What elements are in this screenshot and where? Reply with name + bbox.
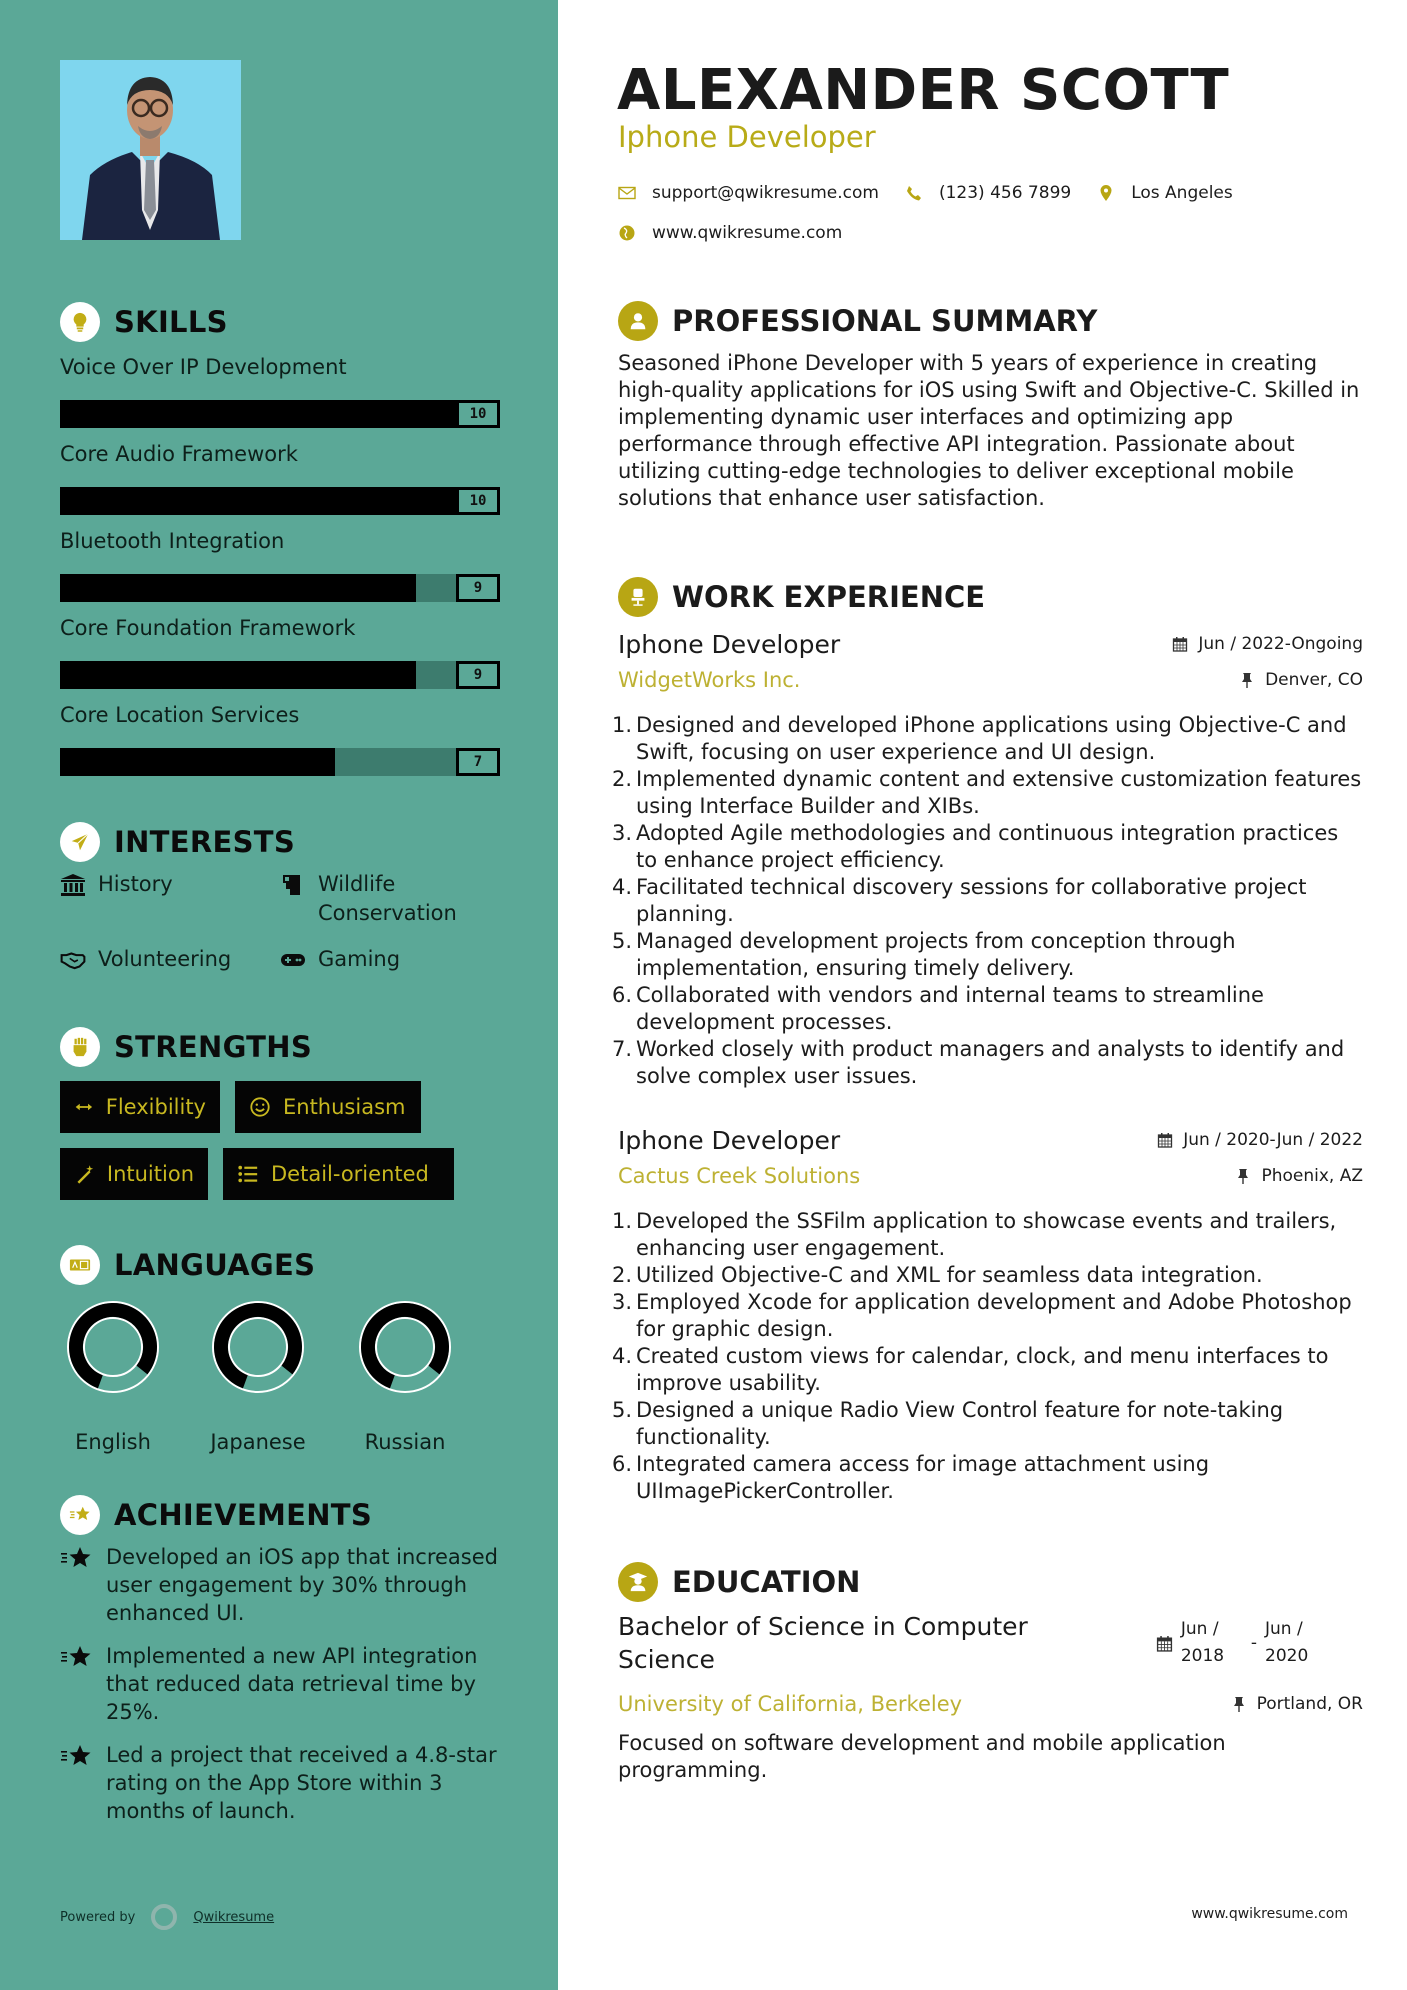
skill-bar bbox=[60, 400, 500, 428]
education-entry bbox=[618, 1610, 1363, 1784]
main-content bbox=[558, 0, 1407, 1990]
summary-icon-badge bbox=[618, 301, 658, 341]
summary-section-header bbox=[618, 301, 1097, 341]
education-location bbox=[1231, 1694, 1363, 1714]
achievement-item bbox=[60, 1642, 500, 1726]
calendar-icon bbox=[1157, 1132, 1173, 1148]
person-photo-icon bbox=[60, 60, 241, 240]
star-achievement-icon bbox=[69, 1504, 91, 1526]
education-title: EDUCATION bbox=[672, 1565, 861, 1599]
skill-bar bbox=[60, 574, 500, 602]
pushpin-icon bbox=[1231, 1696, 1247, 1712]
job-bullets bbox=[611, 712, 1363, 1090]
language-donut-chart bbox=[66, 1300, 160, 1394]
job-location-text: Phoenix, AZ bbox=[1261, 1166, 1363, 1186]
company-name: WidgetWorks Inc. bbox=[618, 668, 801, 692]
job-entry bbox=[611, 1122, 1363, 1505]
star-achievement-icon bbox=[60, 1644, 92, 1670]
job-bullet: 2. Implemented dynamic content and extensive customization features using Interface Builder and XIBs. bbox=[611, 767, 1362, 818]
list-icon bbox=[237, 1163, 259, 1185]
handshake-icon bbox=[60, 948, 86, 972]
interest-label: Volunteering bbox=[98, 947, 232, 971]
education-end-date: Jun / 2020 bbox=[1265, 1619, 1309, 1666]
job-dates bbox=[1172, 634, 1363, 654]
contact-info bbox=[618, 178, 1245, 258]
interest-item bbox=[280, 870, 480, 928]
skill-label: Bluetooth Integration bbox=[60, 529, 285, 553]
candidate-role: Iphone Developer bbox=[618, 120, 876, 154]
candidate-name: ALEXANDER SCOTT bbox=[617, 58, 1230, 123]
phone-icon bbox=[905, 184, 923, 202]
powered-by-label: Powered by bbox=[60, 1909, 136, 1925]
strengths-title: STRENGTHS bbox=[114, 1030, 313, 1064]
language-label: Russian bbox=[364, 1430, 446, 1454]
animal-icon bbox=[280, 873, 306, 897]
strength-label: Intuition bbox=[106, 1162, 194, 1186]
language-item bbox=[345, 1300, 465, 1454]
globe-icon bbox=[618, 224, 636, 242]
skill-score: 7 bbox=[456, 748, 500, 776]
skill-bar-fill bbox=[60, 574, 416, 602]
language-label: Japanese bbox=[210, 1430, 306, 1454]
job-bullets bbox=[611, 1208, 1363, 1505]
strengths-section-header bbox=[60, 1027, 312, 1067]
achievement-item bbox=[60, 1543, 500, 1627]
interest-label: Gaming bbox=[318, 947, 401, 971]
education-start-date: Jun / 2018 bbox=[1180, 1619, 1225, 1666]
interests-title: INTERESTS bbox=[114, 825, 296, 859]
pushpin-icon bbox=[1235, 1168, 1251, 1184]
job-bullet: 6. Collaborated with vendors and internal teams to streamline development processes. bbox=[611, 983, 1264, 1034]
job-bullet: 1. Developed the SSFilm application to showcase events and trailers, enhancing user engagement. bbox=[611, 1209, 1337, 1260]
star-achievement-icon bbox=[60, 1743, 92, 1769]
skill-score: 9 bbox=[456, 574, 500, 602]
skill-bar bbox=[60, 661, 500, 689]
fist-icon bbox=[69, 1036, 91, 1058]
language-label: English bbox=[75, 1430, 151, 1454]
skill-item bbox=[60, 613, 500, 689]
experience-icon-badge bbox=[618, 577, 658, 617]
star-achievement-icon bbox=[60, 1545, 92, 1571]
graduate-icon bbox=[627, 1571, 649, 1593]
interest-label: History bbox=[98, 872, 173, 896]
magic-wand-icon bbox=[74, 1163, 95, 1185]
strength-badge bbox=[60, 1148, 208, 1200]
language-donut-chart bbox=[211, 1300, 305, 1394]
interests-section-header bbox=[60, 822, 295, 862]
museum-icon bbox=[60, 873, 86, 897]
job-bullet: 3. Employed Xcode for application development and Adobe Photoshop for graphic design. bbox=[611, 1290, 1352, 1341]
calendar-icon bbox=[1172, 636, 1188, 652]
calendar-icon bbox=[1156, 1635, 1173, 1652]
interest-item bbox=[60, 870, 173, 899]
skill-bar-fill bbox=[60, 487, 500, 515]
achievement-text: Implemented a new API integration that reduced data retrieval time by 25%. bbox=[106, 1644, 478, 1724]
job-bullet: 5. Managed development projects from conception through implementation, ensuring timely delivery. bbox=[611, 929, 1236, 980]
pushpin-icon bbox=[1239, 672, 1255, 688]
education-dates bbox=[1156, 1610, 1327, 1676]
job-bullet: 4. Created custom views for calendar, clock, and menu interfaces to improve usability. bbox=[611, 1344, 1329, 1395]
powered-by-footer bbox=[60, 1904, 274, 1930]
map-marker-icon bbox=[1097, 184, 1115, 202]
job-title: Iphone Developer bbox=[618, 629, 841, 659]
skill-bar bbox=[60, 487, 500, 515]
education-section-header bbox=[618, 1562, 860, 1602]
skill-label: Core Audio Framework bbox=[60, 442, 298, 466]
job-dates-text: Jun / 2020-Jun / 2022 bbox=[1183, 1130, 1363, 1150]
job-dates bbox=[1157, 1130, 1363, 1150]
strengths-icon-badge bbox=[60, 1027, 100, 1067]
strength-badge bbox=[223, 1148, 454, 1200]
website-text: www.qwikresume.com bbox=[652, 223, 843, 243]
lightbulb-icon bbox=[69, 311, 91, 333]
skill-item bbox=[60, 352, 500, 428]
job-bullet: 2. Utilized Objective-C and XML for seamless data integration. bbox=[611, 1263, 1263, 1287]
experience-section-header bbox=[618, 577, 985, 617]
strength-badge bbox=[60, 1081, 220, 1133]
job-location-text: Denver, CO bbox=[1265, 670, 1363, 690]
qwikresume-logo-icon bbox=[151, 1904, 177, 1930]
contact-website[interactable] bbox=[618, 223, 842, 243]
experience-title: WORK EXPERIENCE bbox=[672, 580, 986, 614]
achievement-text: Led a project that received a 4.8-star rating on the App Store within 3 months of launch. bbox=[106, 1743, 497, 1823]
skill-bar-fill bbox=[60, 748, 335, 776]
education-description: Focused on software development and mobile application programming. bbox=[618, 1731, 1226, 1782]
education-icon-badge bbox=[618, 1562, 658, 1602]
arrows-horizontal-icon bbox=[74, 1096, 94, 1118]
qwikresume-link[interactable]: Qwikresume bbox=[193, 1909, 275, 1925]
school-name: University of California, Berkeley bbox=[618, 1692, 963, 1716]
job-entry bbox=[611, 626, 1363, 1090]
skill-score: 10 bbox=[456, 487, 500, 515]
language-donut-chart bbox=[358, 1300, 452, 1394]
interests-icon-badge bbox=[60, 822, 100, 862]
skill-item bbox=[60, 526, 500, 602]
skill-score: 9 bbox=[456, 661, 500, 689]
languages-title: LANGUAGES bbox=[114, 1248, 316, 1282]
languages-section-header bbox=[60, 1245, 315, 1285]
footer-website-link[interactable]: www.qwikresume.com bbox=[1191, 1906, 1348, 1922]
phone-text: (123) 456 7899 bbox=[938, 183, 1072, 203]
job-bullet: 3. Adopted Agile methodologies and continuous integration practices to enhance project efficiency. bbox=[611, 821, 1339, 872]
skill-label: Core Location Services bbox=[60, 703, 300, 727]
summary-title: PROFESSIONAL SUMMARY bbox=[672, 304, 1098, 338]
company-name: Cactus Creek Solutions bbox=[618, 1164, 861, 1188]
job-dates-text: Jun / 2022-Ongoing bbox=[1198, 634, 1363, 654]
skills-icon-badge bbox=[60, 302, 100, 342]
user-icon bbox=[627, 310, 649, 332]
office-chair-icon bbox=[627, 586, 649, 608]
achievements-section-header bbox=[60, 1495, 372, 1535]
job-location bbox=[1239, 670, 1363, 690]
sidebar bbox=[0, 0, 558, 1990]
profile-photo bbox=[60, 60, 241, 240]
skill-score: 10 bbox=[456, 400, 500, 428]
interest-item bbox=[60, 945, 231, 974]
location-text: Los Angeles bbox=[1131, 183, 1233, 203]
language-item bbox=[53, 1300, 173, 1454]
summary-text: Seasoned iPhone Developer with 5 years of experience in creating high-quality applications for iOS using Swift and Objective-C. Skilled in implementing dynamic user interfaces and optimizing app performance through effective API integration. Passionate about utilizing cutting-edge technologies to deliver exceptional mobile solutions that enhance user satisfaction. bbox=[618, 351, 1360, 510]
degree-title: Bachelor of Science in Computer Science bbox=[618, 1612, 1028, 1674]
skill-bar-fill bbox=[60, 661, 416, 689]
smile-icon bbox=[249, 1096, 271, 1118]
job-bullet: 5. Designed a unique Radio View Control feature for note-taking functionality. bbox=[611, 1398, 1284, 1449]
skills-title: SKILLS bbox=[114, 305, 228, 339]
achievements-icon-badge bbox=[60, 1495, 100, 1535]
job-bullet: 1. Designed and developed iPhone applications using Objective-C and Swift, focusing on user experience and UI design. bbox=[611, 713, 1347, 764]
languages-icon-badge bbox=[60, 1245, 100, 1285]
skills-section-header bbox=[60, 302, 228, 342]
interest-item bbox=[280, 945, 400, 974]
strength-label: Flexibility bbox=[105, 1095, 206, 1119]
skill-label: Core Foundation Framework bbox=[60, 616, 356, 640]
achievements-title: ACHIEVEMENTS bbox=[114, 1498, 373, 1532]
skill-bar bbox=[60, 748, 500, 776]
job-bullet: 7. Worked closely with product managers and analysts to identify and solve complex user issues. bbox=[611, 1037, 1345, 1088]
job-bullet: 4. Facilitated technical discovery sessions for collaborative project planning. bbox=[611, 875, 1307, 926]
contact-location bbox=[1097, 183, 1233, 203]
job-bullet: 6. Integrated camera access for image attachment using UIImagePickerController. bbox=[611, 1452, 1210, 1503]
contact-email[interactable] bbox=[618, 183, 879, 203]
interest-label: Wildlife Conservation bbox=[318, 872, 457, 925]
skill-item bbox=[60, 439, 500, 515]
strength-badge bbox=[235, 1081, 421, 1133]
skill-bar-fill bbox=[60, 400, 500, 428]
strength-label: Enthusiasm bbox=[283, 1095, 406, 1119]
strength-label: Detail-oriented bbox=[271, 1162, 429, 1186]
achievement-text: Developed an iOS app that increased user engagement by 30% through enhanced UI. bbox=[106, 1545, 498, 1625]
paper-plane-icon bbox=[69, 831, 91, 853]
achievement-item bbox=[60, 1741, 500, 1825]
skill-label: Voice Over IP Development bbox=[60, 355, 347, 379]
gamepad-icon bbox=[280, 948, 306, 972]
job-title: Iphone Developer bbox=[618, 1125, 841, 1155]
email-text: support@qwikresume.com bbox=[652, 183, 879, 203]
language-icon bbox=[69, 1254, 91, 1276]
education-location-text: Portland, OR bbox=[1256, 1694, 1363, 1714]
language-item bbox=[198, 1300, 318, 1454]
envelope-icon bbox=[618, 184, 636, 202]
skill-item bbox=[60, 700, 500, 776]
contact-phone[interactable] bbox=[905, 183, 1071, 203]
date-separator: - bbox=[1250, 1632, 1257, 1653]
job-location bbox=[1235, 1166, 1363, 1186]
